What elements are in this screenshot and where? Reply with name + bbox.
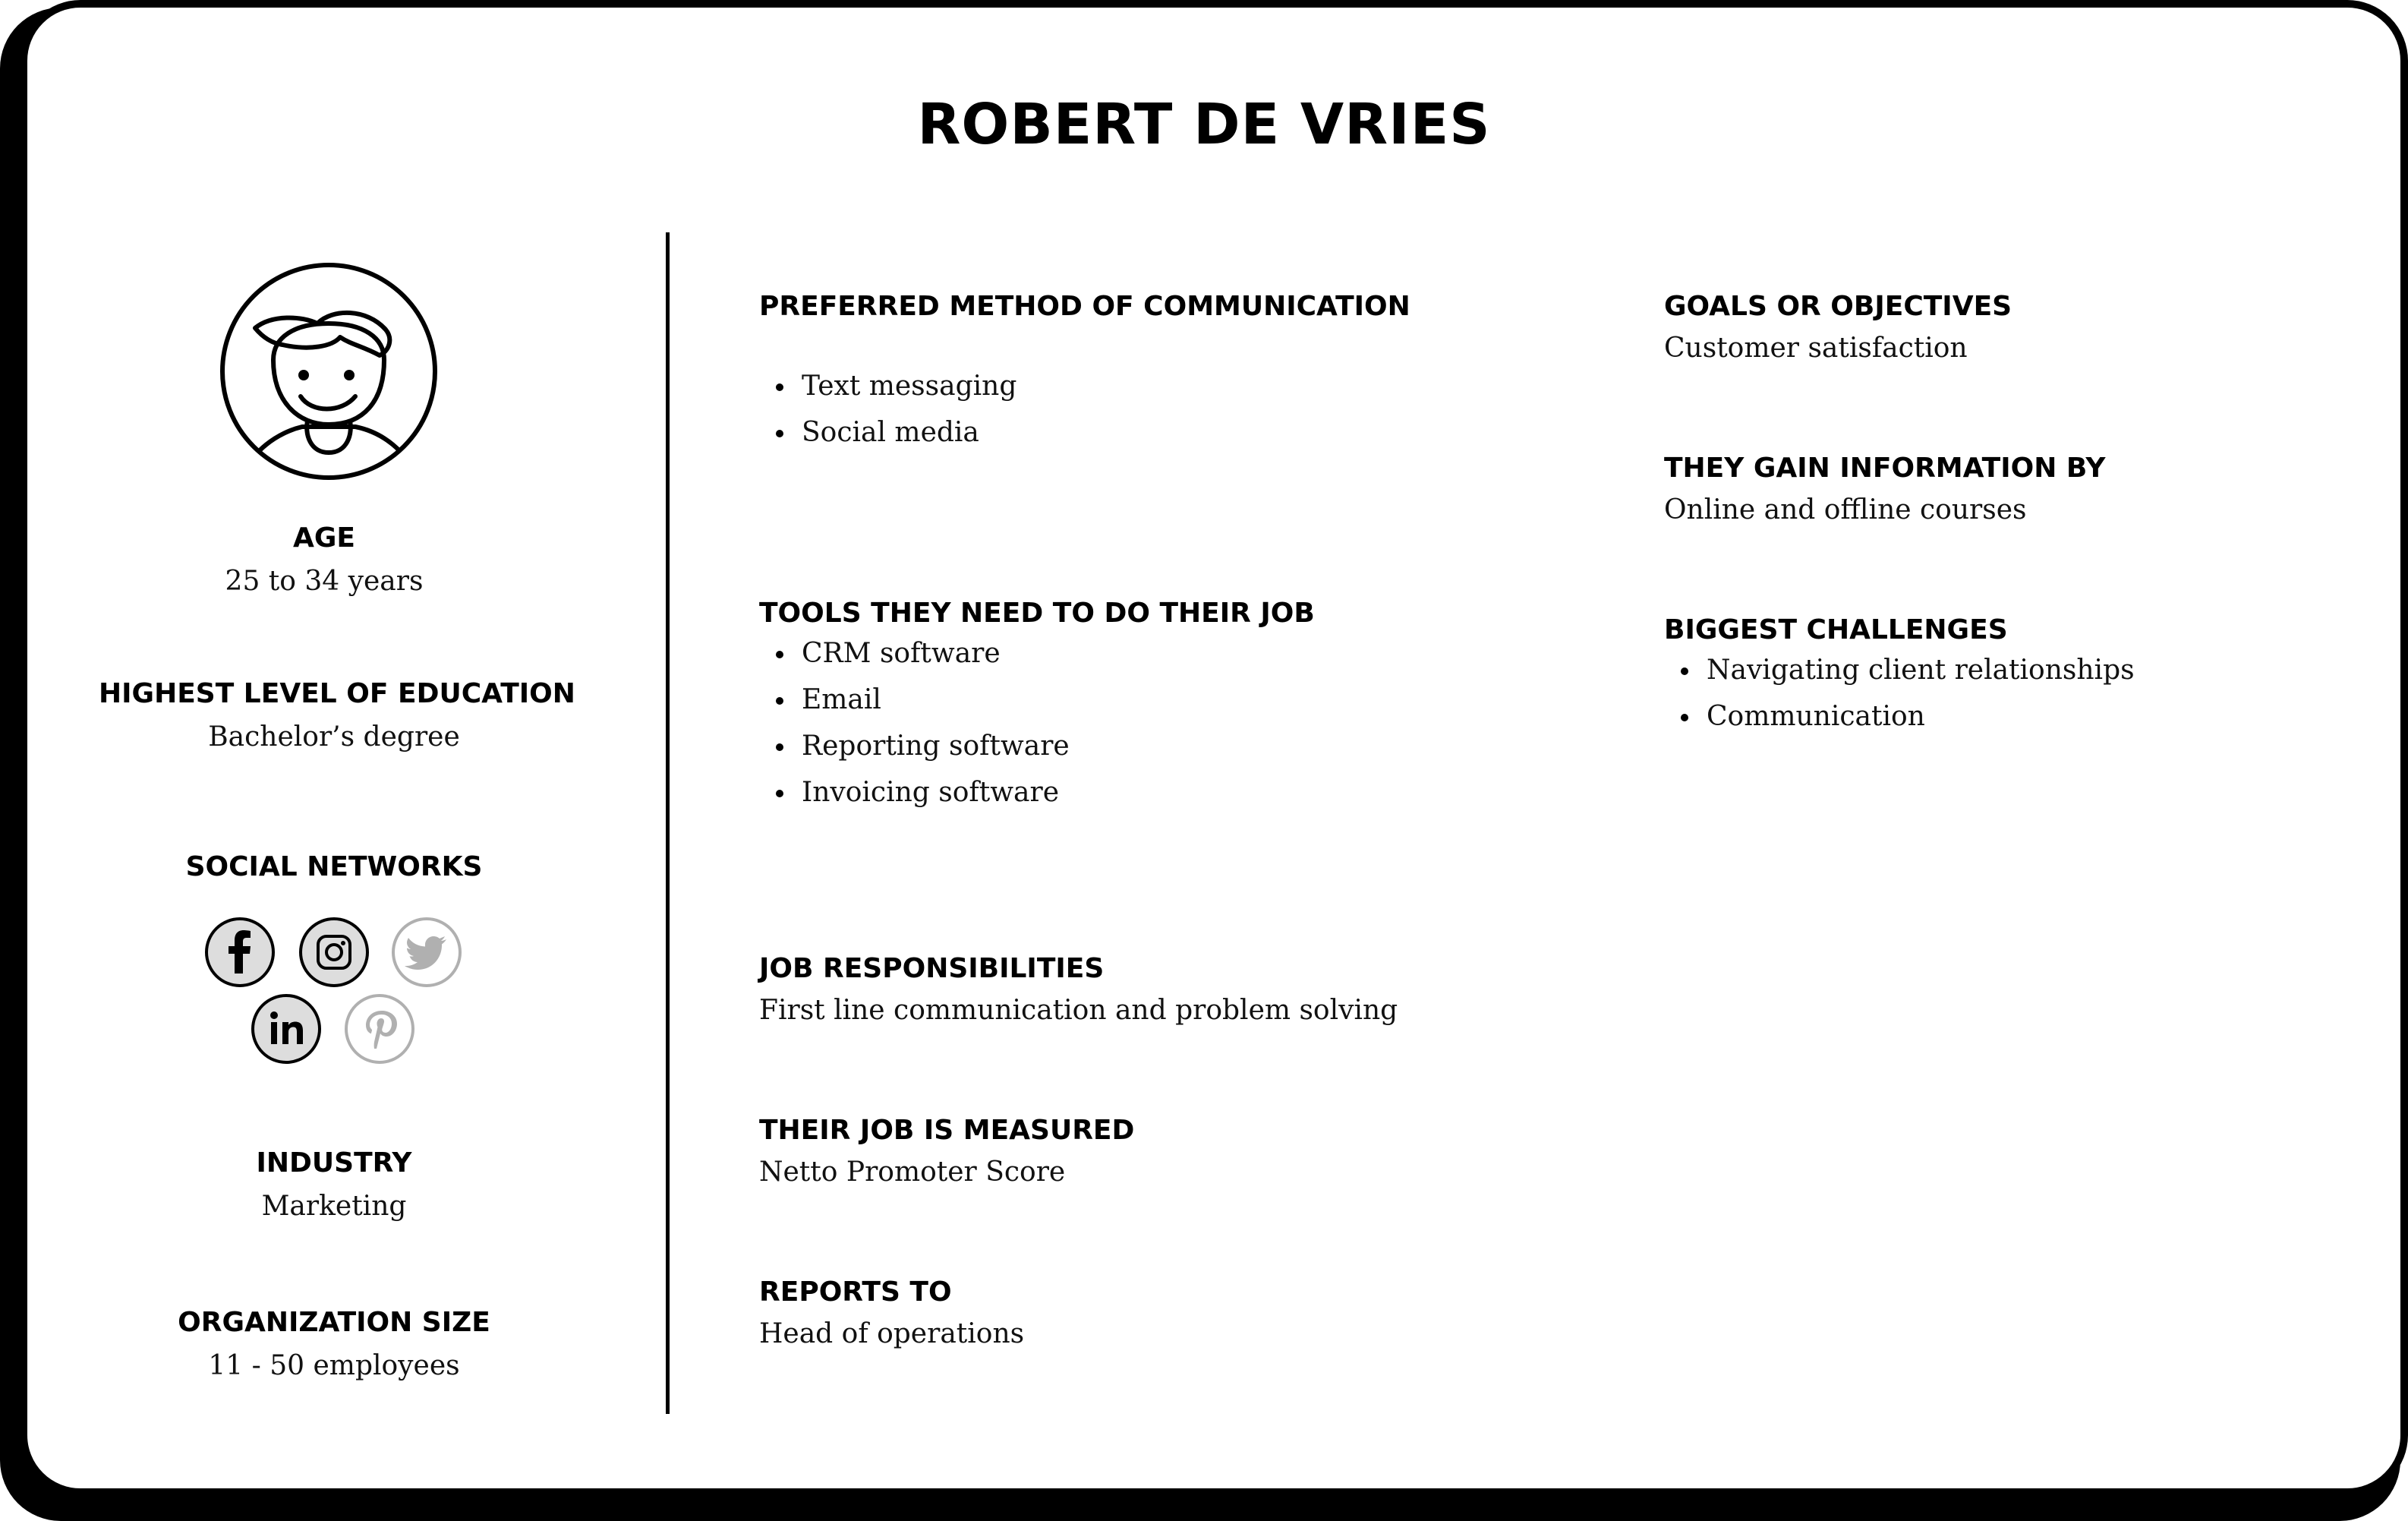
facebook-icon[interactable] <box>203 916 276 989</box>
measured-value: Netto Promoter Score <box>759 1157 1066 1188</box>
responsibilities-label: JOB RESPONSIBILITIES <box>759 953 1105 984</box>
industry-value: Marketing <box>261 1191 407 1222</box>
organization-size-label: ORGANIZATION SIZE <box>178 1307 490 1338</box>
tools-label: TOOLS THEY NEED TO DO THEIR JOB <box>759 598 1315 629</box>
challenges-label: BIGGEST CHALLENGES <box>1664 614 2008 645</box>
communication-list <box>759 363 1410 456</box>
social-networks-section <box>144 850 524 884</box>
communication-section <box>759 289 1410 456</box>
list-item: CRM software <box>759 630 1315 677</box>
reports-to-value: Head of operations <box>759 1318 1025 1349</box>
list-item: Communication <box>1664 693 2135 740</box>
reports-to-label: REPORTS TO <box>759 1276 952 1308</box>
organization-size-value: 11 - 50 employees <box>208 1350 460 1381</box>
pinterest-icon[interactable] <box>343 992 416 1065</box>
list-item: Navigating client relationships <box>1664 647 2135 693</box>
list-item: Reporting software <box>759 723 1315 769</box>
challenges-section <box>1664 613 2135 740</box>
tools-section <box>759 596 1315 816</box>
age-value: 25 to 34 years <box>225 566 424 597</box>
avatar-icon <box>219 261 439 481</box>
communication-label: PREFERRED METHOD OF COMMUNICATION <box>759 291 1410 322</box>
list-item: Text messaging <box>759 363 1410 409</box>
industry-section <box>144 1146 524 1226</box>
education-label: HIGHEST LEVEL OF EDUCATION <box>99 678 575 709</box>
information-section <box>1664 451 2105 529</box>
persona-name: ROBERT DE VRIES <box>917 92 1491 157</box>
information-value: Online and offline courses <box>1664 494 2027 525</box>
education-value: Bachelor’s degree <box>208 721 460 753</box>
measured-label: THEIR JOB IS MEASURED <box>759 1115 1135 1146</box>
linkedin-icon[interactable] <box>250 992 323 1065</box>
column-divider <box>666 232 670 1414</box>
measured-section <box>759 1113 1134 1191</box>
list-item: Invoicing software <box>759 769 1315 816</box>
goals-label: GOALS OR OBJECTIVES <box>1664 291 2012 322</box>
goals-section <box>1664 289 2012 368</box>
organization-size-section <box>144 1305 524 1385</box>
responsibilities-section <box>759 951 1398 1030</box>
list-item: Social media <box>759 409 1410 456</box>
social-networks-label: SOCIAL NETWORKS <box>185 851 483 882</box>
instagram-icon[interactable] <box>298 916 370 989</box>
education-section <box>99 677 575 756</box>
responsibilities-value: First line communication and problem solving <box>759 995 1398 1026</box>
age-label: AGE <box>292 522 355 554</box>
reports-to-section <box>759 1275 1024 1353</box>
challenges-list <box>1664 647 2135 740</box>
information-label: THEY GAIN INFORMATION BY <box>1664 453 2106 484</box>
list-item: Email <box>759 677 1315 723</box>
goals-value: Customer satisfaction <box>1664 333 1968 364</box>
industry-label: INDUSTRY <box>256 1147 412 1179</box>
twitter-icon[interactable] <box>390 916 463 989</box>
tools-list <box>759 630 1315 816</box>
age-section <box>134 521 515 601</box>
